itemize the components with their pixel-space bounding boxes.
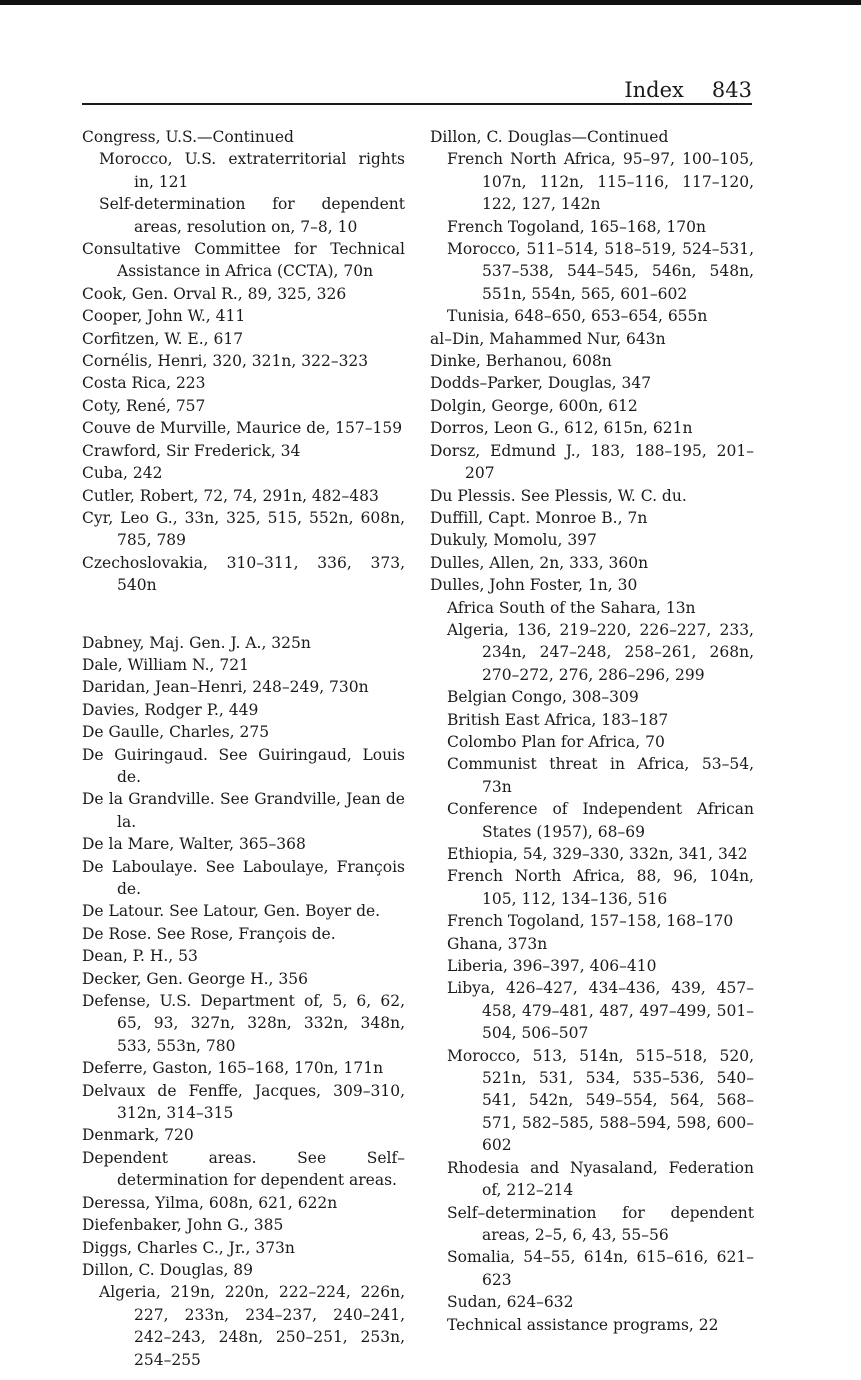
- index-entry: Dulles, John Foster, 1n, 30: [430, 576, 638, 595]
- index-entry: Delvaux de Fenffe, Jacques, 309–310, 312n, 314–315: [82, 1081, 405, 1123]
- index-entry: Diefenbaker, John G., 385: [82, 1216, 284, 1235]
- index-subentry: Technical assistance programs, 22: [447, 1315, 719, 1334]
- index-subentry: Somalia, 54–55, 614n, 615–616, 621–623: [447, 1248, 754, 1289]
- index-subentry: Self–determination for dependent areas, 2–5, 6, 43, 55–56: [447, 1203, 754, 1244]
- index-entry: Cuba, 242: [82, 464, 163, 483]
- index-entry: Dolgin, George, 600n, 612: [430, 396, 638, 415]
- index-entry: Cyr, Leo G., 33n, 325, 515, 552n, 608n, 785, 789: [82, 508, 405, 550]
- running-header: [82, 78, 752, 102]
- index-subentry: Belgian Congo, 308–309: [447, 688, 639, 707]
- index-entry: Cornélis, Henri, 320, 321n, 322–323: [82, 352, 369, 371]
- index-column-right: [430, 126, 754, 1336]
- index-entry: Dukuly, Momolu, 397: [430, 531, 597, 550]
- index-entry: Dillon, C. Douglas, 89: [82, 1260, 254, 1279]
- index-entry: De la Mare, Walter, 365–368: [82, 835, 306, 854]
- index-entry: Consultative Committee for Technical Assistance in Africa (CCTA), 70n: [82, 240, 405, 281]
- index-entry: Dale, William N., 721: [82, 655, 249, 674]
- index-entry: Dependent areas. See Self–determination for dependent areas.: [82, 1148, 405, 1190]
- index-subentry: British East Africa, 183–187: [447, 710, 669, 729]
- index-entry: Deferre, Gaston, 165–168, 170n, 171n: [82, 1059, 384, 1078]
- index-entry: Duffill, Capt. Monroe B., 7n: [430, 508, 648, 527]
- index-column-left: [82, 126, 405, 1371]
- index-heading: Index: [624, 78, 684, 102]
- index-entry: Dean, P. H., 53: [82, 947, 198, 966]
- index-entry: De Latour. See Latour, Gen. Boyer de.: [82, 902, 381, 921]
- index-entry: Congress, U.S.—Continued: [82, 128, 294, 146]
- index-entry: Deressa, Yilma, 608n, 621, 622n: [82, 1193, 338, 1212]
- index-subentry: Ghana, 373n: [447, 934, 548, 953]
- index-subentry: Algeria, 136, 219–220, 226–227, 233, 234n, 247–248, 258–261, 268n, 270–272, 276, 286–296, 299: [447, 620, 754, 684]
- letter-section-gap: [82, 597, 405, 632]
- index-entry: De Laboulaye. See Laboulaye, François de.: [82, 857, 405, 898]
- index-entry: Cook, Gen. Orval R., 89, 325, 326: [82, 284, 347, 303]
- index-entry: De Gaulle, Charles, 275: [82, 723, 270, 742]
- index-entry: Decker, Gen. George H., 356: [82, 969, 308, 988]
- index-entry: De Guiringaud. See Guiringaud, Louis de.: [82, 745, 405, 786]
- index-entry: Coty, René, 757: [82, 396, 206, 415]
- index-subentry: Morocco, 511–514, 518–519, 524–531, 537–538, 544–545, 546n, 548n, 551n, 554n, 565, 601–602: [447, 240, 754, 303]
- index-entry: Davies, Rodger P., 449: [82, 700, 259, 719]
- index-entry: Cutler, Robert, 72, 74, 291n, 482–483: [82, 486, 379, 505]
- index-subentry: Morocco, 513, 514n, 515–518, 520, 521n, 531, 534, 535–536, 540–541, 542n, 549–554, 564, 568–571, 582–585, 588–594, 598, 600–602: [447, 1046, 754, 1155]
- index-subentry: Rhodesia and Nyasaland, Federation of, 212–214: [447, 1158, 754, 1200]
- index-entry: al–Din, Mahammed Nur, 643n: [430, 329, 666, 348]
- index-subentry: French North Africa, 88, 96, 104n, 105, 112, 134–136, 516: [447, 867, 754, 908]
- index-entry: Costa Rica, 223: [82, 374, 206, 393]
- index-subentry: Morocco, U.S. extraterritorial rights in, 121: [99, 150, 405, 191]
- index-subentry: Algeria, 219n, 220n, 222–224, 226n, 227, 233n, 234–237, 240–241, 242–243, 248n, 250–251, 253n, 254–255: [99, 1283, 405, 1369]
- index-entry: Dodds–Parker, Douglas, 347: [430, 374, 652, 393]
- index-subentry: Ethiopia, 54, 329–330, 332n, 341, 342: [447, 845, 748, 863]
- index-subentry: Sudan, 624–632: [447, 1293, 574, 1312]
- index-entry: Denmark, 720: [82, 1126, 194, 1145]
- index-subentry: French Togoland, 165–168, 170n: [447, 217, 706, 236]
- index-entry: De la Grandville. See Grandville, Jean de la.: [82, 790, 405, 831]
- header-rule: [82, 103, 752, 105]
- index-entry: De Rose. See Rose, François de.: [82, 924, 336, 943]
- page-top-border: [0, 0, 861, 5]
- index-entry: Dorsz, Edmund J., 183, 188–195, 201–207: [430, 441, 754, 483]
- index-subentry: Conference of Independent African States (1957), 68–69: [447, 800, 754, 841]
- index-entry: Dinke, Berhanou, 608n: [430, 352, 612, 371]
- index-entry: Dorros, Leon G., 612, 615n, 621n: [430, 419, 693, 438]
- index-entry: Daridan, Jean–Henri, 248–249, 730n: [82, 678, 369, 697]
- index-entry: Du Plessis. See Plessis, W. C. du.: [430, 486, 687, 505]
- index-subentry: Self-determination for dependent areas, resolution on, 7–8, 10: [99, 195, 405, 236]
- index-entry: Dillon, C. Douglas—Continued: [430, 128, 669, 146]
- index-entry: Cooper, John W., 411: [82, 307, 246, 326]
- index-subentry: Africa South of the Sahara, 13n: [447, 598, 696, 617]
- index-subentry: French North Africa, 95–97, 100–105, 107n, 112n, 115–116, 117–120, 122, 127, 142n: [447, 150, 754, 214]
- index-subentry: Liberia, 396–397, 406–410: [447, 957, 657, 976]
- index-entry: Dulles, Allen, 2n, 333, 360n: [430, 553, 649, 572]
- page-number: 843: [711, 78, 752, 102]
- index-subentry: Colombo Plan for Africa, 70: [447, 732, 665, 751]
- index-entry: Czechoslovakia, 310–311, 336, 373, 540n: [82, 553, 405, 595]
- index-entry: Crawford, Sir Frederick, 34: [82, 441, 301, 460]
- index-entry: Dabney, Maj. Gen. J. A., 325n: [82, 633, 311, 652]
- index-entry: Defense, U.S. Department of, 5, 6, 62, 65, 93, 327n, 328n, 332n, 348n, 533, 553n, 780: [82, 992, 405, 1055]
- index-entry: Couve de Murville, Maurice de, 157–159: [82, 419, 403, 438]
- index-subentry: Communist threat in Africa, 53–54, 73n: [447, 755, 754, 796]
- index-subentry: Libya, 426–427, 434–436, 439, 457–458, 479–481, 487, 497–499, 501–504, 506–507: [447, 979, 754, 1043]
- index-subentry: Tunisia, 648–650, 653–654, 655n: [447, 307, 708, 326]
- index-entry: Diggs, Charles C., Jr., 373n: [82, 1238, 295, 1257]
- index-entry: Corfitzen, W. E., 617: [82, 329, 244, 348]
- index-subentry: French Togoland, 157–158, 168–170: [447, 912, 734, 931]
